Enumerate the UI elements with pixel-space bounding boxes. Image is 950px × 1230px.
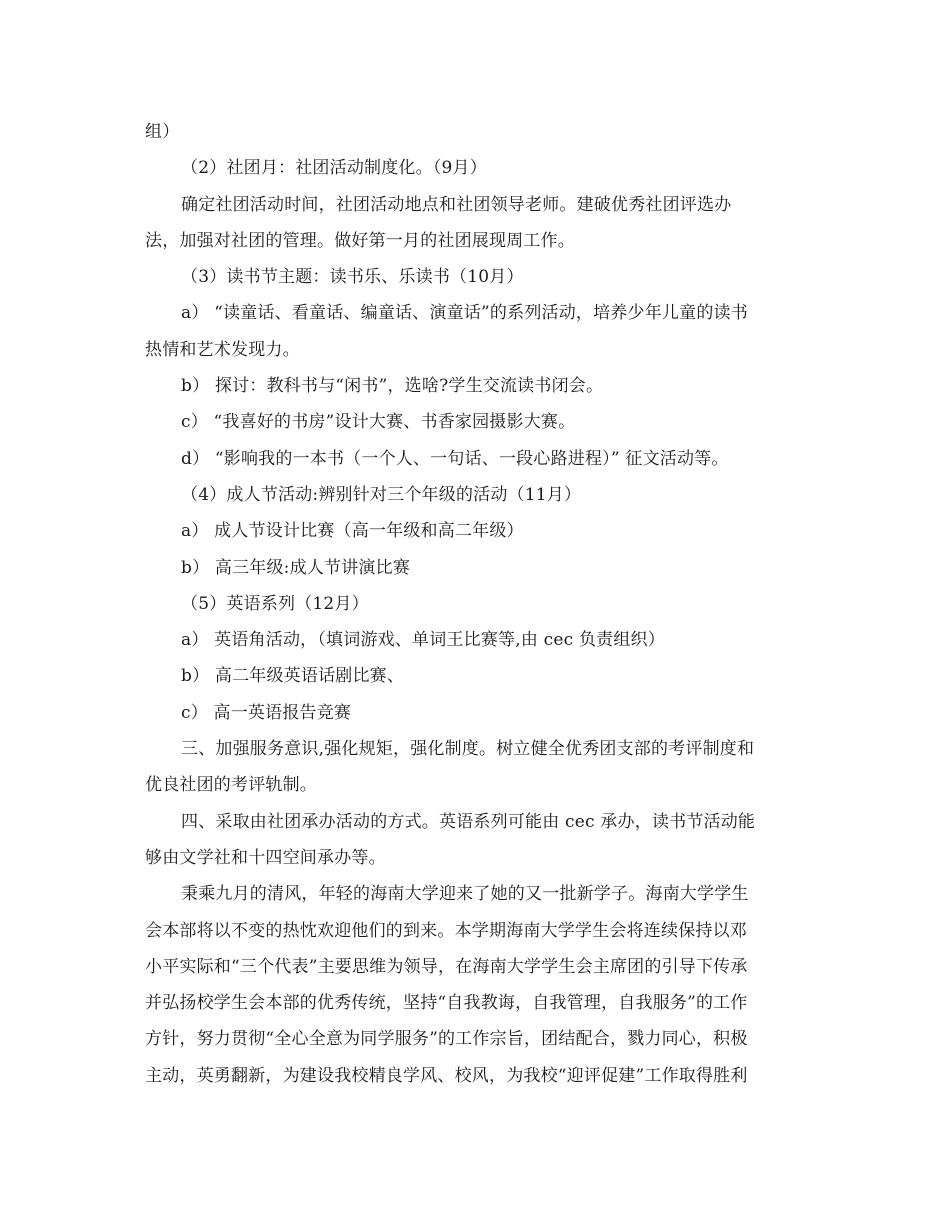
text-line-list-item: c） 高一英语报告竞赛: [181, 702, 352, 723]
text-line-list-item: b） 高二年级英语话剧比赛、: [181, 666, 405, 687]
document-body: [145, 114, 817, 1094]
text-line-list-item: a） 成人节设计比赛（高一年级和高二年级）: [181, 521, 524, 542]
text-line: 法，加强对社团的管理。做好第一月的社团展现周工作。: [145, 230, 575, 251]
text-line-list-item: b） 探讨：教科书与“闲书”，选啥?学生交流读书闭会。: [181, 376, 604, 397]
text-line: 优良社团的考评轨制。: [145, 775, 317, 796]
text-line: 并弘扬校学生会本部的优秀传统，坚持“自我教诲，自我管理，自我服务”的工作: [145, 993, 748, 1014]
text-line: 方针，努力贯彻“全心全意为同学服务”的工作宗旨，团结配合，戮力同心，积极: [145, 1029, 748, 1050]
text-line-list-item: d） “影响我的一本书（一个人、一句话、一段心路进程）” 征文活动等。: [181, 448, 729, 469]
text-line-paragraph-start: 秉乘九月的清风，年轻的海南大学迎来了她的又一批新学子。海南大学学生: [181, 884, 749, 905]
text-line-list-item: b） 高三年级:成人节讲演比赛: [181, 557, 411, 578]
text-line-list-item: a） “读童话、看童话、编童话、演童话”的系列活动，培养少年儿童的读书: [181, 303, 748, 324]
text-line: 小平实际和“三个代表”主要思维为领导，在海南大学学生会主席团的引导下传承: [145, 956, 748, 977]
text-line-paragraph-start: 三、加强服务意识,强化规矩，强化制度。树立健全优秀团支部的考评制度和: [181, 739, 755, 760]
text-line-section-heading: （5）英语系列（12月）: [181, 593, 369, 614]
text-line: 会本部将以不变的热忱欢迎他们的到来。本学期海南大学学生会将连续保持以邓: [145, 920, 747, 941]
text-line-section-heading: （3）读书节主题：读书乐、乐读书（10月）: [181, 267, 524, 288]
text-line: 够由文学社和十四空间承办等。: [145, 847, 386, 868]
text-line-section-heading: （2）社团月：社团活动制度化。（9月）: [181, 158, 487, 179]
text-line-paragraph-start: 四、采取由社团承办活动的方式。英语系列可能由 cec 承办，读书节活动能: [181, 811, 756, 832]
text-line: 热情和艺术发现力。: [145, 339, 300, 360]
text-line-continuation: 组）: [145, 122, 180, 142]
text-line-section-heading: （4）成人节活动:辨别针对三个年级的活动（11月）: [181, 484, 582, 505]
text-line-list-item: c） “我喜好的书房”设计大赛、书香家园摄影大赛。: [181, 412, 576, 433]
text-line-list-item: a） 英语角活动，（填词游戏、单词王比赛等,由 cec 负责组织）: [181, 630, 665, 651]
text-line: 主动，英勇翻新，为建设我校精良学风、校风，为我校“迎评促建”工作取得胜利: [145, 1065, 748, 1086]
text-line: 确定社团活动时间，社团活动地点和社团领导老师。建破优秀社团评选办: [181, 194, 732, 215]
